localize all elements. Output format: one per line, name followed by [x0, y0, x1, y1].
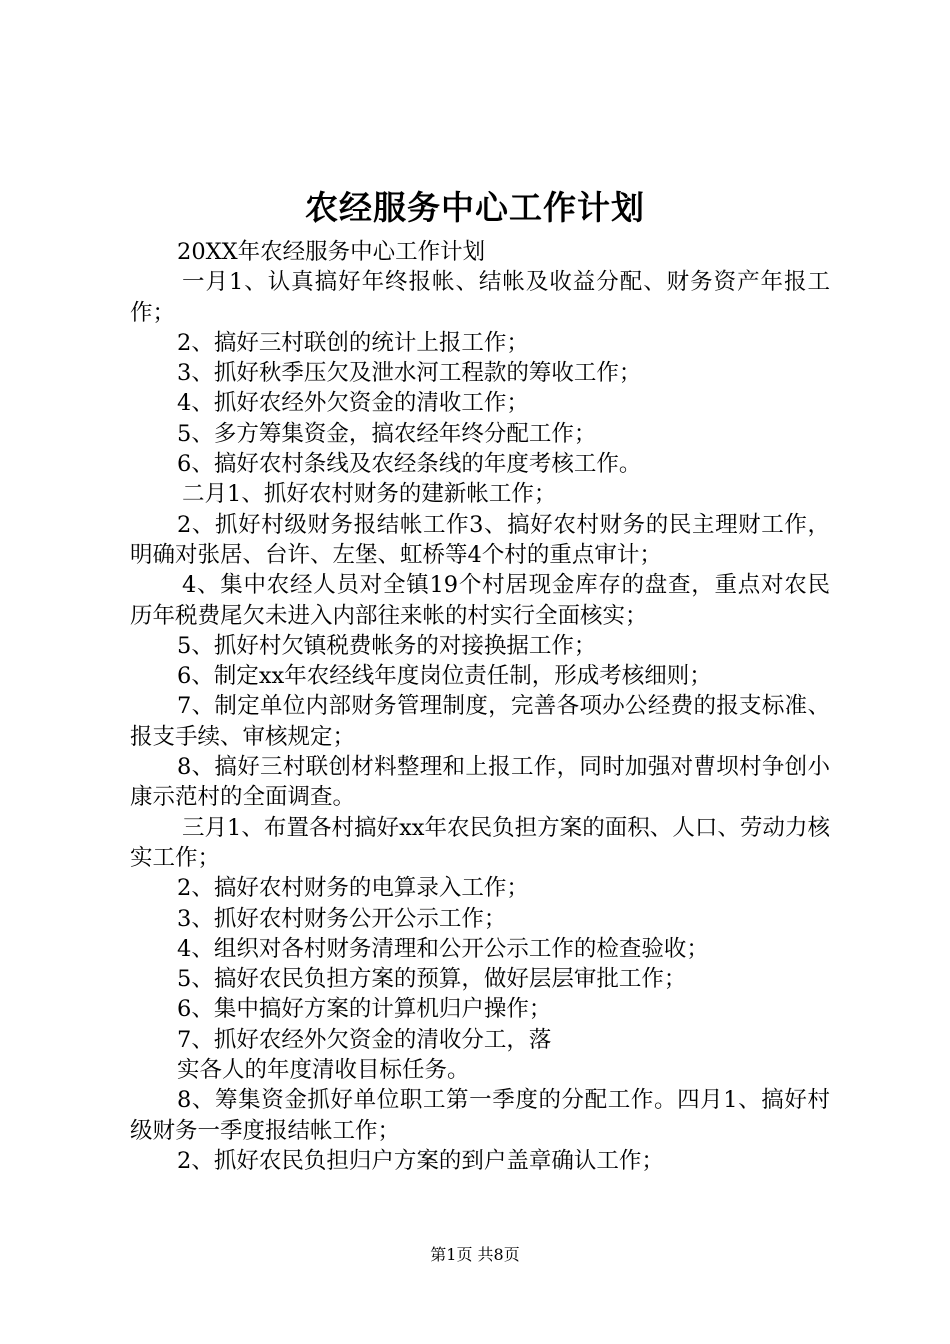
- paragraph: 三月1、布置各村搞好xx年农民负担方案的面积、人口、劳动力核实工作；: [130, 814, 830, 871]
- paragraph: 5、多方筹集资金，搞农经年终分配工作；: [177, 420, 597, 447]
- paragraph: 二月1、抓好农村财务的建新帐工作；: [182, 481, 557, 508]
- paragraph: 2、搞好三村联创的统计上报工作；: [177, 329, 529, 356]
- paragraph: 4、集中农经人员对全镇19个村居现金库存的盘查，重点对农民历年税费尾欠未进入内部往来帐的村实行全面核实；: [130, 572, 830, 629]
- paragraph: 5、搞好农民负担方案的预算，做好层层审批工作；: [177, 966, 687, 993]
- document-title: 农经服务中心工作计划: [305, 188, 645, 227]
- paragraph: 一月1、认真搞好年终报帐、结帐及收益分配、财务资产年报工作；: [130, 269, 830, 326]
- paragraph: 2、抓好农民负担归户方案的到户盖章确认工作；: [177, 1147, 664, 1174]
- paragraph: 实各人的年度清收目标任务。: [177, 1057, 470, 1084]
- paragraph: 3、抓好秋季压欠及泄水河工程款的筹收工作；: [177, 360, 642, 387]
- paragraph: 7、制定单位内部财务管理制度，完善各项办公经费的报支标准、报支手续、审核规定；: [130, 693, 830, 750]
- paragraph: 8、筹集资金抓好单位职工第一季度的分配工作。四月1、搞好村级财务一季度报结帐工作；: [130, 1087, 830, 1144]
- paragraph: 8、搞好三村联创材料整理和上报工作，同时加强对曹坝村争创小康示范村的全面调查。: [130, 754, 830, 811]
- paragraph: 5、抓好村欠镇税费帐务的对接换据工作；: [177, 632, 597, 659]
- paragraph: 2、抓好村级财务报结帐工作3、搞好农村财务的民主理财工作，明确对张居、台许、左堡、虹桥等4个村的重点审计；: [130, 511, 830, 568]
- paragraph: 20XX年农经服务中心工作计划: [177, 239, 486, 265]
- paragraph: 2、搞好农村财务的电算录入工作；: [177, 875, 529, 902]
- paragraph: 6、搞好农村条线及农经条线的年度考核工作。: [177, 451, 642, 478]
- paragraph: 6、集中搞好方案的计算机归户操作；: [177, 996, 552, 1023]
- document-body: [130, 237, 830, 1176]
- paragraph: 4、抓好农经外欠资金的清收工作；: [177, 390, 529, 417]
- page-number-footer: 第1页 共8页: [430, 1245, 520, 1264]
- paragraph: 6、制定xx年农经线年度岗位责任制，形成考核细则；: [177, 663, 712, 690]
- paragraph: 4、组织对各村财务清理和公开公示工作的检查验收；: [177, 935, 709, 962]
- paragraph: 3、抓好农村财务公开公示工作；: [177, 905, 507, 932]
- paragraph: 7、抓好农经外欠资金的清收分工，落: [177, 1026, 552, 1053]
